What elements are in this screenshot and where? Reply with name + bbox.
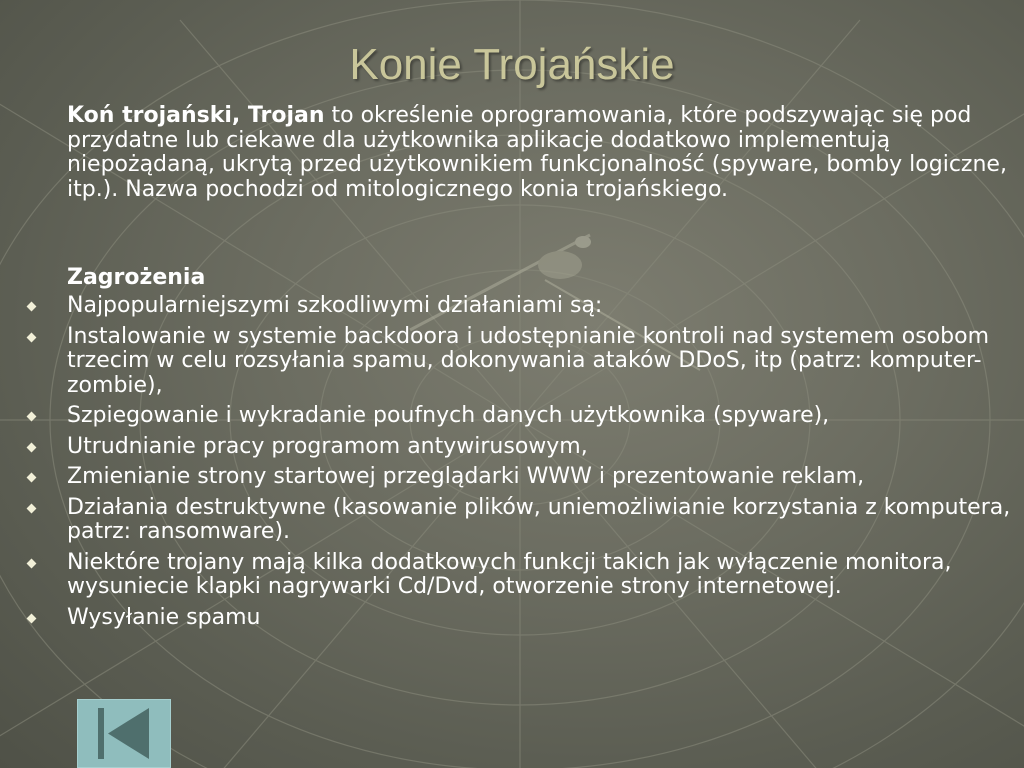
list-item-text: Szpiegowanie i wykradanie poufnych danych użytkownika (spyware), [67,403,830,428]
slide-title: Konie Trojańskie [349,40,675,89]
list-item-text: Instalowanie w systemie backdoora i udostępnianie kontroli nad systemem osobom trzecim w celu rozsyłania spamu, dokonywania ataków DDoS, itp (patrz: komputer-zombie), [67,323,990,398]
list-item [0,465,1024,490]
list-item [0,496,1024,545]
list-item-text: Działania destruktywne (kasowanie plików, uniemożliwianie korzystania z komputera, patrz: ransomware). [67,494,1011,544]
diamond-bullet-icon [27,558,37,568]
list-item [0,294,1024,319]
diamond-bullet-icon [27,302,37,312]
list-item-text: Niektóre trojany mają kilka dodatkowych funkcji takich jak wyłączenie monitora, wysuniecie klapki nagrywarki Cd/Dvd, otworzenie strony internetowej. [67,549,952,599]
diamond-bullet-icon [27,473,37,483]
first-slide-icon [77,699,171,768]
list-item-text: Najpopularniejszymi szkodliwymi działaniami są: [67,293,603,318]
list-item [0,606,1024,631]
diamond-bullet-icon [27,503,37,513]
list-item [0,404,1024,429]
diamond-bullet-icon [27,613,37,623]
section-title: Zagrożenia [67,265,206,290]
list-item [0,435,1024,460]
list-item-text: Utrudnianie pracy programom antywirusowym, [67,433,588,459]
bullet-list [0,294,1024,636]
diamond-bullet-icon [27,442,37,452]
diamond-bullet-icon [27,412,37,422]
diamond-bullet-icon [27,332,37,342]
intro-text: to określenie oprogramowania, które podszywając się pod przydatne lub ciekawe dla użytkownika aplikacje dodatkowo implementują niepożądaną, ukrytą przed użytkownikiem funkcjonalność (spyware, bomby logiczne, itp.). Nazwa pochodzi od mitologicznego konia trojańskiego. [67,103,1007,202]
list-item [0,551,1024,600]
intro-bold-lead: Koń trojański, Trojan [67,103,325,128]
intro-paragraph [67,104,1007,202]
first-slide-button[interactable] [77,699,171,768]
list-item-text: Wysyłanie spamu [67,604,261,630]
list-item-text: Zmienianie strony startowej przeglądarki WWW i prezentowanie reklam, [67,464,865,489]
list-item [0,325,1024,399]
